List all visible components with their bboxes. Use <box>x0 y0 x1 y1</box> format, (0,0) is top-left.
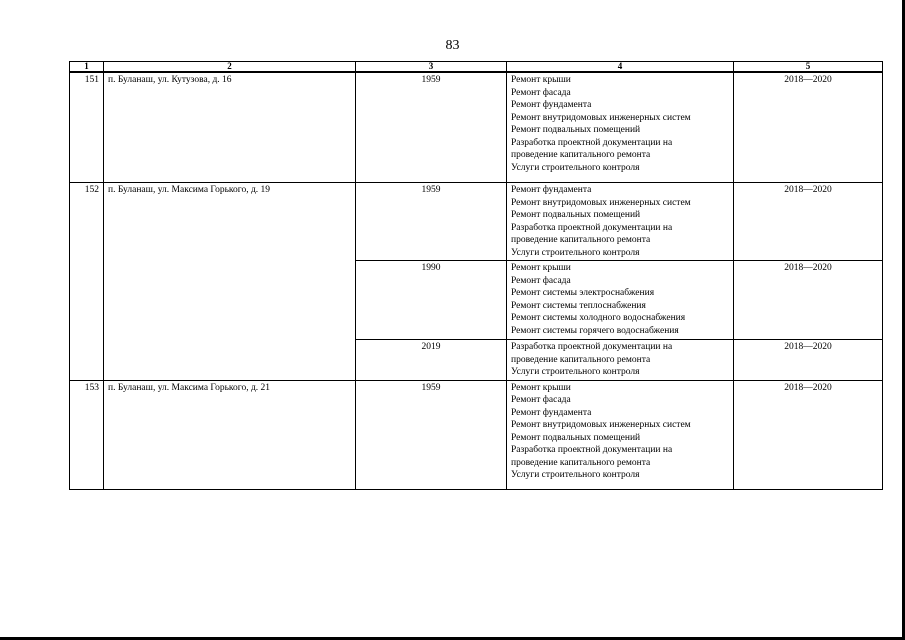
address-cell: п. Буланаш, ул. Максима Горького, д. 19 <box>104 183 356 381</box>
header-col-5: 5 <box>734 62 883 73</box>
work-item: Разработка проектной документации на <box>511 445 673 455</box>
works-cell <box>507 261 734 340</box>
period-cell: 2018—2020 <box>734 340 883 381</box>
work-item: Разработка проектной документации на <box>511 222 673 233</box>
table-row <box>70 72 883 183</box>
work-item: Разработка проектной документации на <box>511 342 673 352</box>
period-cell: 2018—2020 <box>734 380 883 489</box>
work-item: Ремонт подвальных помещений <box>511 125 641 135</box>
year-cell: 2019 <box>356 340 507 381</box>
page-number: 83 <box>445 38 460 53</box>
works-cell <box>507 340 734 381</box>
work-item: Ремонт подвальных помещений <box>511 210 641 220</box>
work-item: Ремонт внутридомовых инженерных систем <box>511 420 691 430</box>
work-item: Услуги строительного контроля <box>511 470 640 480</box>
year-cell: 1959 <box>356 72 507 183</box>
work-item: Ремонт системы холодного водоснабжения <box>511 313 686 323</box>
works-cell <box>507 183 734 261</box>
address-cell: п. Буланаш, ул. Кутузова, д. 16 <box>104 72 356 183</box>
work-item: Ремонт системы горячего водоснабжения <box>511 325 679 336</box>
work-item: Ремонт подвальных помещений <box>511 432 641 443</box>
works-cell <box>507 72 734 183</box>
header-col-4: 4 <box>507 62 734 73</box>
work-item: Ремонт фундамента <box>511 100 592 110</box>
work-item: Разработка проектной документации на <box>511 137 673 148</box>
work-item: Ремонт фундамента <box>511 407 592 418</box>
work-item: Ремонт системы теплоснабжения <box>511 300 646 311</box>
period-cell: 2018—2020 <box>734 183 883 261</box>
work-item: Услуги строительного контроля <box>511 247 640 258</box>
table-row <box>70 183 883 261</box>
row-number: 153 <box>70 380 104 489</box>
work-item: Ремонт внутридомовых инженерных систем <box>511 197 691 208</box>
work-item: проведение капитального ремонта <box>511 235 651 245</box>
work-item: Ремонт фундамента <box>511 185 592 195</box>
work-item: проведение капитального ремонта <box>511 457 651 468</box>
table-row <box>70 380 883 489</box>
work-item: Ремонт фасада <box>511 275 571 286</box>
works-cell <box>507 380 734 489</box>
work-item: проведение капитального ремонта <box>511 354 651 365</box>
address-cell: п. Буланаш, ул. Максима Горького, д. 21 <box>104 380 356 489</box>
year-cell: 1959 <box>356 183 507 261</box>
work-item: Ремонт системы электроснабжения <box>511 288 655 298</box>
work-item: Услуги строительного контроля <box>511 367 640 377</box>
period-cell: 2018—2020 <box>734 72 883 183</box>
work-item: Ремонт фасада <box>511 395 571 405</box>
work-item: Ремонт крыши <box>511 75 571 85</box>
table-header-row <box>70 62 883 73</box>
work-item: Ремонт внутридомовых инженерных систем <box>511 112 691 123</box>
work-item: Ремонт фасада <box>511 87 571 98</box>
row-number: 152 <box>70 183 104 381</box>
header-col-2: 2 <box>104 62 356 73</box>
header-col-3: 3 <box>356 62 507 73</box>
year-cell: 1959 <box>356 380 507 489</box>
work-item: Ремонт крыши <box>511 382 571 393</box>
header-col-1: 1 <box>70 62 104 73</box>
year-cell: 1990 <box>356 261 507 340</box>
row-number: 151 <box>70 72 104 183</box>
period-cell: 2018—2020 <box>734 261 883 340</box>
repair-works-table <box>69 61 883 490</box>
work-item: Ремонт крыши <box>511 263 571 273</box>
work-item: проведение капитального ремонта <box>511 150 651 160</box>
work-item: Услуги строительного контроля <box>511 162 640 173</box>
